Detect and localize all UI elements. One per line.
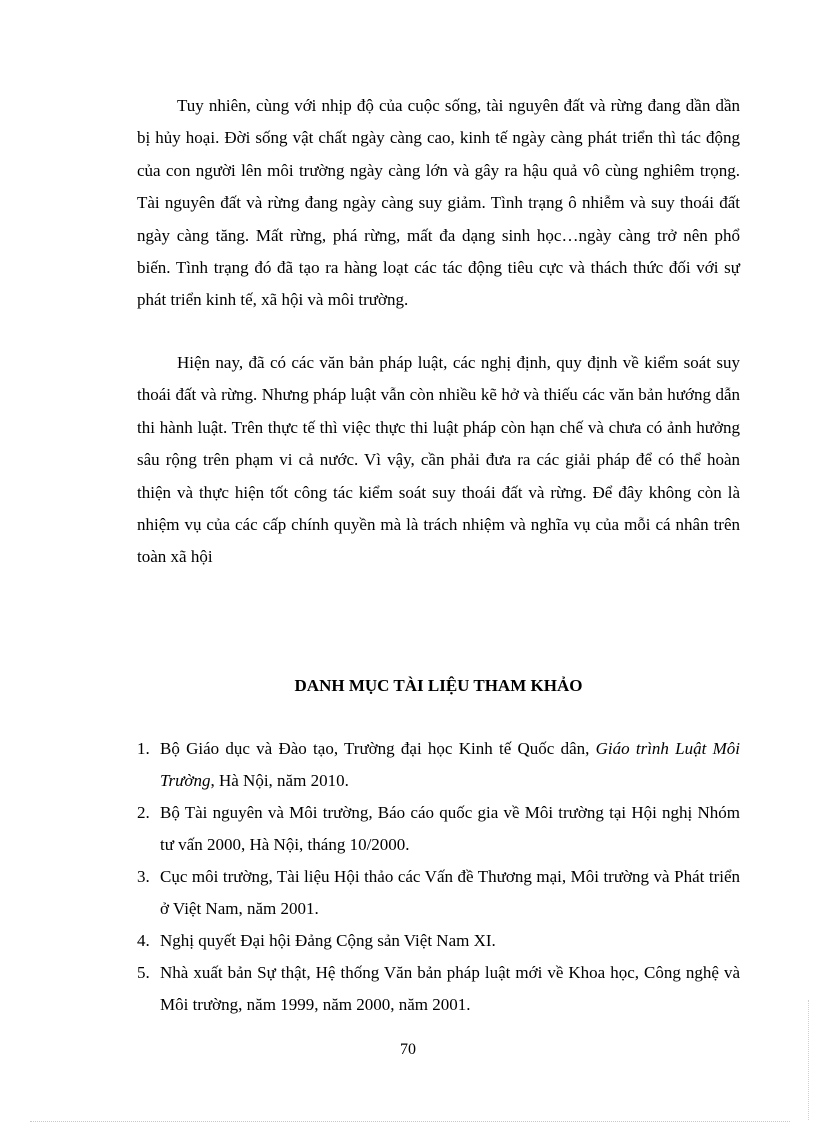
references-list	[137, 733, 740, 1021]
reference-number: 3.	[137, 867, 150, 886]
reference-item-4	[137, 925, 740, 957]
reference-number: 4.	[137, 931, 150, 950]
body-paragraph-1: Tuy nhiên, cùng với nhịp độ của cuộc sống, tài nguyên đất và rừng đang dần dần bị hủy hoại. Đời sống vật chất ngày càng cao, kinh tế ngày càng phát triển thì tác động của con người lên môi trường ngày càng lớn và gây ra hậu quả vô cùng nghiêm trọng. Tài nguyên đất và rừng đang ngày càng suy giảm. Tình trạng ô nhiễm và suy thoái đất ngày càng tăng. Mất rừng, phá rừng, mất đa dạng sinh học…ngày càng trở nên phổ biến. Tình trạng đó đã tạo ra hàng loạt các tác động tiêu cực và thách thức đối với sự phát triển kinh tế, xã hội và môi trường.	[137, 96, 740, 310]
reference-text-tail: , Hà Nội, năm 2010.	[210, 771, 349, 790]
reference-item-1	[137, 733, 740, 797]
page-side-border	[808, 1000, 809, 1120]
reference-item-3	[137, 861, 740, 925]
references-heading: DANH MỤC TÀI LIỆU THAM KHẢO	[294, 676, 583, 695]
reference-number: 5.	[137, 963, 150, 982]
page-number: 70	[400, 1041, 416, 1058]
reference-text: Cục môi trường, Tài liệu Hội thảo các Vấn đề Thương mại, Môi trường và Phát triển ở Việt Nam, năm 2001.	[160, 867, 740, 918]
reference-item-5	[137, 957, 740, 1021]
reference-number: 2.	[137, 803, 150, 822]
reference-book-title: Giáo trình Luật Môi Trường	[160, 739, 740, 790]
reference-text: Nhà xuất bản Sự thật, Hệ thống Văn bản pháp luật mới về Khoa học, Công nghệ và Môi trường, năm 1999, năm 2000, năm 2001.	[160, 963, 740, 1014]
page-bottom-border	[30, 1121, 790, 1122]
reference-text: Nghị quyết Đại hội Đảng Cộng sản Việt Nam XI.	[160, 931, 496, 950]
body-paragraph-2: Hiện nay, đã có các văn bản pháp luật, các nghị định, quy định về kiểm soát suy thoái đất và rừng. Nhưng pháp luật vẫn còn nhiều kẽ hở và thiếu các văn bản hướng dẫn thi hành luật. Trên thực tế thì việc thực thi luật pháp còn hạn chế và chưa có ảnh hưởng sâu rộng trên phạm vi cả nước. Vì vậy, cần phải đưa ra các giải pháp để có thể hoàn thiện và thực hiện tốt công tác kiểm soát suy thoái đất và rừng. Để đây không còn là nhiệm vụ của các cấp chính quyền mà là trách nhiệm và nghĩa vụ của mỗi cá nhân trên toàn xã hội	[137, 353, 740, 567]
reference-item-2	[137, 797, 740, 861]
reference-number: 1.	[137, 739, 150, 758]
reference-text: Bộ Giáo dục và Đào tạo, Trường đại học Kinh tế Quốc dân,	[160, 739, 596, 758]
reference-text: Bộ Tài nguyên và Môi trường, Báo cáo quốc gia về Môi trường tại Hội nghị Nhóm tư vấn 2000, Hà Nội, tháng 10/2000.	[160, 803, 740, 854]
